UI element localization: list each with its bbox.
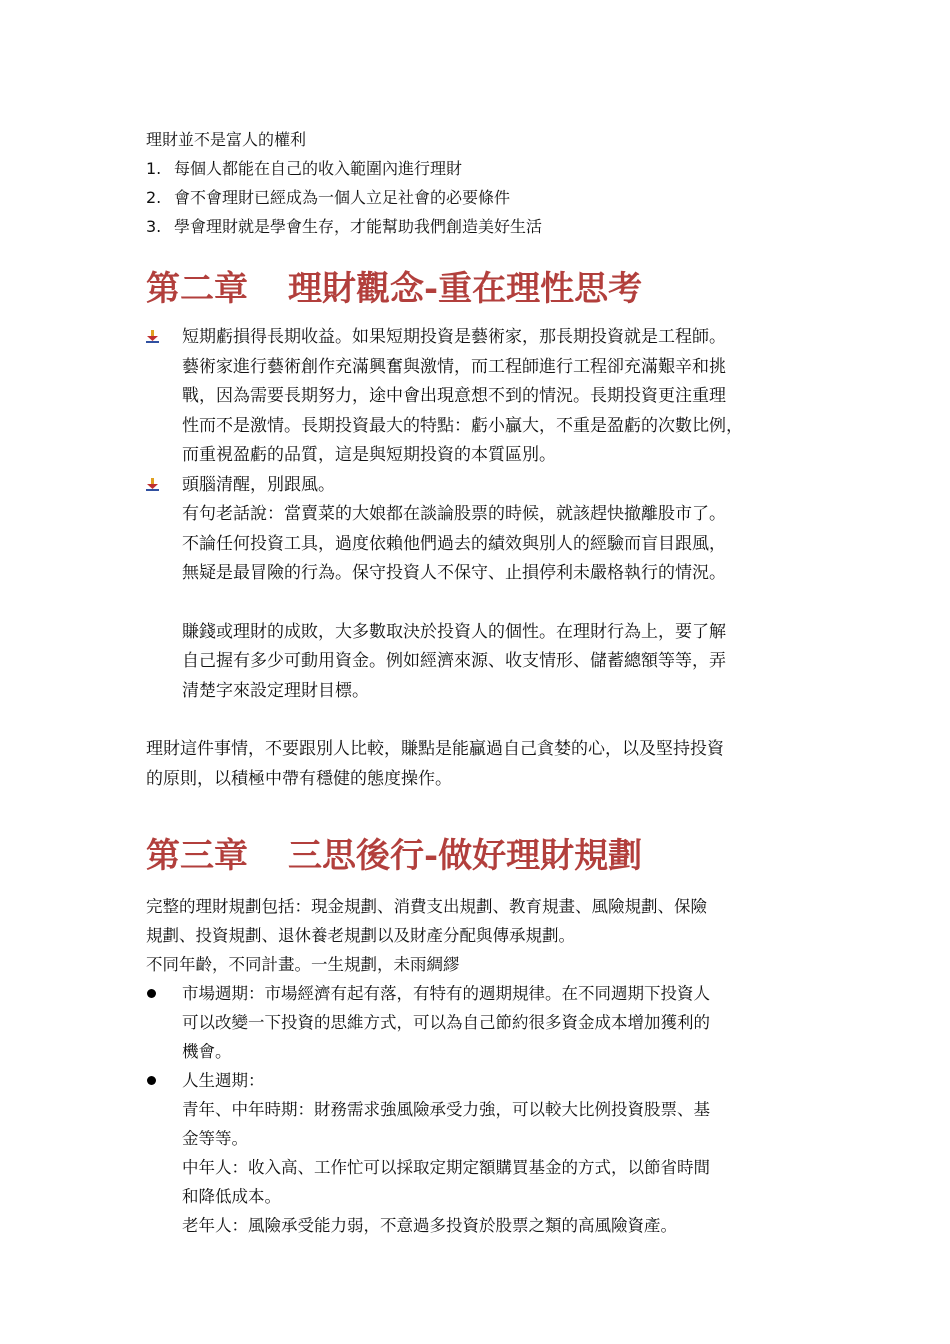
list-item [146, 212, 810, 241]
list-item [146, 154, 810, 183]
list-text: 會不會理財已經成為一個人立足社會的必要條件 [174, 188, 511, 207]
list-text: 每個人都能在自己的收入範圍內進行理財 [174, 159, 463, 178]
list-item [146, 183, 810, 212]
paragraph-line: 理財這件事情，不要跟別人比較，賺點是能贏過自己貪婪的心，以及堅持投資 [146, 739, 724, 759]
paragraph-line: 人生週期： [182, 1071, 265, 1090]
filled-circle-bullet-icon [147, 1076, 156, 1085]
paragraph-line: 短期虧損得長期收益。如果短期投資是藝術家，那長期投資就是工程師。 [182, 327, 726, 347]
paragraph-line: 中年人：收入高、工作忙可以採取定期定額購買基金的方式，以節省時間 [182, 1158, 710, 1177]
intro-title: 理財並不是富人的權利 [146, 130, 307, 149]
paragraph-line: 戰，因為需要長期努力，途中會出現意想不到的情況。長期投資更注重理 [182, 386, 726, 406]
paragraph-line: 性而不是激情。長期投資最大的特點：虧小贏大，不重是盈虧的次數比例， [182, 415, 743, 436]
list-item [146, 1066, 810, 1240]
chapter-3-bullet-list [146, 979, 810, 1240]
paragraph-line: 自己握有多少可動用資金。例如經濟來源、收支情形、儲蓄總額等等，弄 [182, 651, 726, 671]
paragraph-line: 可以改變一下投資的思維方式，可以為自己節約很多資金成本增加獲利的 [182, 1013, 710, 1032]
intro-numbered-list [146, 154, 810, 241]
paragraph-line: 青年、中年時期：財務需求強風險承受力強，可以較大比例投資股票、基 [182, 1100, 710, 1119]
chapter-2-heading [146, 263, 810, 315]
chapter-2-label: 第二章 [146, 269, 248, 309]
arrow-bullet-icon [146, 330, 160, 344]
paragraph-line: 頭腦清醒，別跟風。 [182, 474, 335, 495]
paragraph-line: 不論任何投資工具，過度依賴他們過去的績效與別人的經驗而盲目跟風， [182, 533, 726, 554]
chapter-2-title: 理財觀念-重在理性思考 [288, 269, 643, 309]
paragraph-line: 有句老話說：當賣菜的大娘都在談論股票的時候，就該趕快撤離股市了。 [182, 504, 726, 524]
list-number: 3. [146, 217, 162, 236]
paragraph-line: 金等等。 [182, 1129, 248, 1148]
paragraph-line: 機會。 [182, 1042, 232, 1061]
paragraph-line: 的原則，以積極中帶有穩健的態度操作。 [146, 768, 452, 789]
document-page [146, 126, 810, 1240]
paragraph-line: 老年人：風險承受能力弱，不意過多投資於股票之類的高風險資產。 [182, 1216, 677, 1235]
paragraph-line: 無疑是最冒險的行為。保守投資人不保守、止損停利未嚴格執行的情況。 [182, 563, 726, 583]
paragraph-line: 完整的理財規劃包括：現金規劃、消費支出規劃、教育規畫、風險規劃、保險 [146, 897, 707, 916]
list-item [146, 979, 810, 1066]
paragraph-line: 規劃、投資規劃、退休養老規劃以及財產分配與傳承規劃。 [146, 926, 575, 945]
filled-circle-bullet-icon [147, 989, 156, 998]
list-item [146, 471, 810, 707]
chapter-2-summary [146, 735, 810, 794]
chapter-2-bullet-list [146, 323, 810, 706]
paragraph-line: 賺錢或理財的成敗，大多數取決於投資人的個性。在理財行為上，要了解 [182, 621, 726, 642]
paragraph-line: 和降低成本。 [182, 1187, 281, 1206]
list-number: 1. [146, 159, 162, 178]
paragraph-line: 清楚字來設定理財目標。 [182, 680, 369, 701]
paragraph-line: 而重視盈虧的品質，這是與短期投資的本質區別。 [182, 445, 556, 465]
list-item [146, 323, 810, 471]
chapter-3-heading [146, 830, 810, 882]
list-text: 學會理財就是學會生存，才能幫助我們創造美好生活 [174, 217, 543, 236]
arrow-bullet-icon [146, 478, 160, 492]
chapter-3-label: 第三章 [146, 836, 248, 876]
chapter-3-intro [146, 892, 810, 979]
paragraph-line: 市場週期：市場經濟有起有落，有特有的週期規律。在不同週期下投資人 [182, 984, 710, 1003]
chapter-3-title: 三思後行-做好理財規劃 [288, 836, 643, 876]
paragraph-line: 不同年齡，不同計畫。一生規劃，未雨綢繆 [146, 955, 460, 974]
list-number: 2. [146, 188, 162, 207]
paragraph-line: 藝術家進行藝術創作充滿興奮與激情，而工程師進行工程卻充滿艱辛和挑 [182, 356, 726, 377]
